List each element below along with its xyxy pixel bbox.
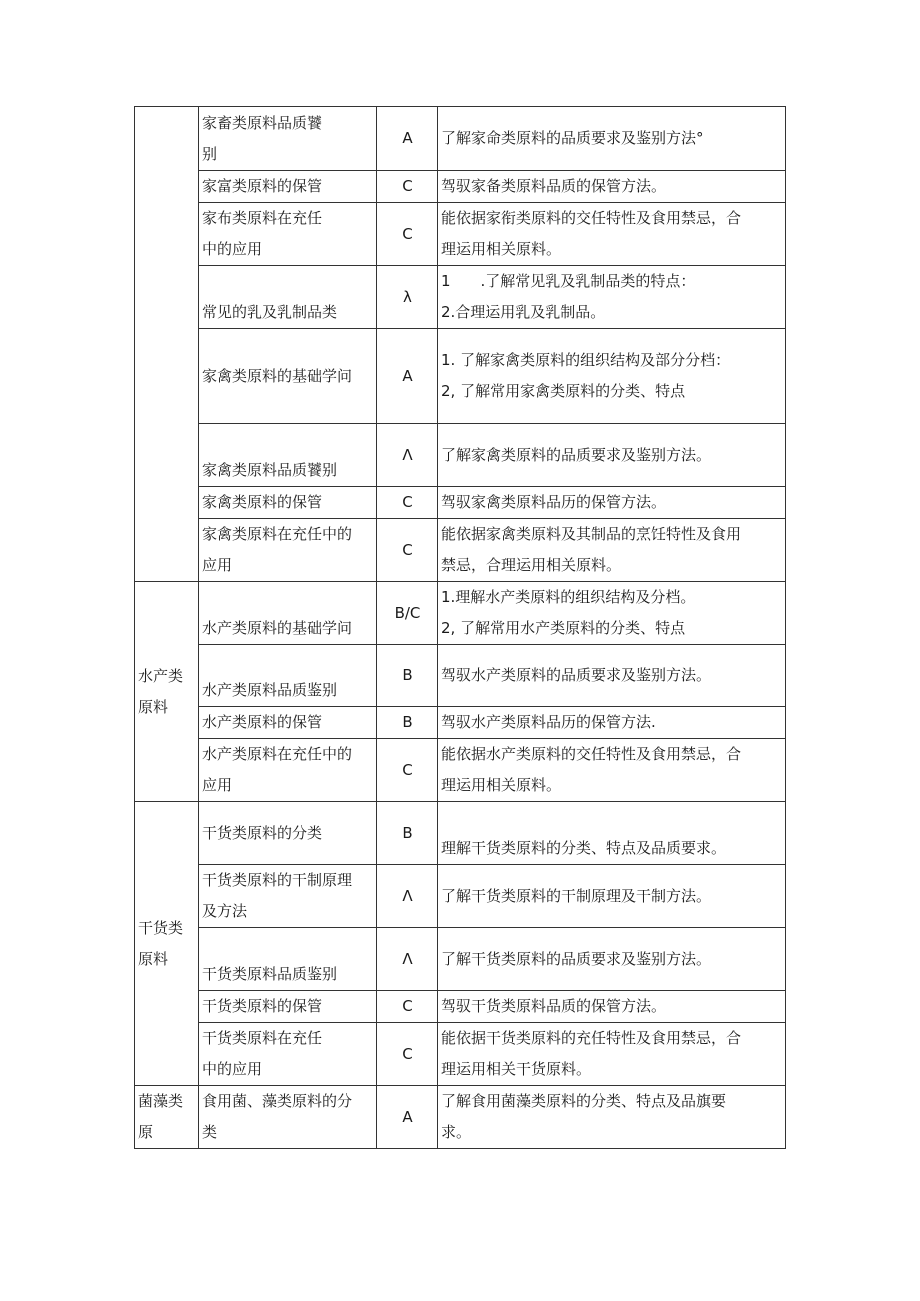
requirement-text: 2, 了解常用水产类原料的分类、特点 bbox=[441, 619, 686, 637]
topic-text: 家禽类原料的保管 bbox=[202, 493, 323, 511]
topic-text: 干货类原料在充任 bbox=[202, 1029, 323, 1047]
level-cell: C bbox=[377, 487, 438, 519]
requirement-text: 了解干货类原料的干制原理及干制方法。 bbox=[441, 886, 712, 905]
topic-cell bbox=[199, 107, 377, 171]
category-text: 原 bbox=[138, 1123, 154, 1141]
requirement-text: 1.理解水产类原料的组织结构及分档。 bbox=[441, 588, 696, 606]
topic-text: 别 bbox=[202, 144, 218, 163]
requirement-cell bbox=[438, 107, 786, 171]
topic-cell bbox=[199, 203, 377, 266]
topic-cell bbox=[199, 928, 377, 991]
requirement-cell bbox=[438, 519, 786, 582]
topic-text: 常见的乳及乳制品类 bbox=[202, 303, 338, 321]
topic-text: 干货类原料的分类 bbox=[202, 823, 323, 842]
requirement-cell bbox=[438, 329, 786, 424]
level-cell: C bbox=[377, 519, 438, 582]
requirement-text: 1 .了解常见乳及乳制品类的特点： bbox=[441, 272, 696, 290]
requirement-text: 理运用相关原料。 bbox=[441, 776, 562, 794]
level-cell: Λ bbox=[377, 424, 438, 487]
requirement-text: 能依据干货类原料的充任特性及食用禁忌，合 bbox=[441, 1029, 742, 1047]
requirement-text: 能依据家禽类原料及其制品的烹饪特性及食用 bbox=[441, 525, 742, 543]
topic-cell bbox=[199, 487, 377, 519]
requirement-text: 驾驭干货类原料品质的保管方法。 bbox=[441, 997, 667, 1015]
requirement-text: 理运用相关干货原料。 bbox=[441, 1060, 592, 1078]
topic-text: 类 bbox=[202, 1123, 218, 1141]
category-text: 干货类 bbox=[138, 918, 184, 937]
requirement-text: 理解干货类原料的分类、特点及品质要求。 bbox=[441, 839, 727, 857]
requirement-text: 了解食用菌藻类原料的分类、特点及品旗要 bbox=[441, 1092, 727, 1110]
level-cell: B/C bbox=[377, 582, 438, 645]
topic-cell bbox=[199, 645, 377, 707]
level-cell: C bbox=[377, 203, 438, 266]
table-row bbox=[135, 1086, 786, 1149]
topic-text: 干货类原料的干制原理 bbox=[202, 871, 353, 889]
topic-text: 水产类原料的保管 bbox=[202, 713, 323, 731]
category-cell bbox=[135, 802, 199, 1086]
table-row bbox=[135, 707, 786, 739]
category-text: 菌藻类 bbox=[138, 1092, 184, 1110]
table-row bbox=[135, 802, 786, 865]
topic-cell bbox=[199, 739, 377, 802]
topic-cell bbox=[199, 802, 377, 865]
level-cell: A bbox=[377, 107, 438, 171]
requirement-text: 理运用相关原料。 bbox=[441, 240, 562, 258]
topic-text: 家禽类原料品质饕别 bbox=[202, 461, 338, 479]
requirement-text: 求。 bbox=[441, 1123, 472, 1141]
topic-text: 应用 bbox=[202, 556, 233, 574]
topic-text: 干货类原料品质鉴别 bbox=[202, 965, 338, 983]
category-text: 原料 bbox=[138, 949, 169, 968]
table-row bbox=[135, 266, 786, 329]
topic-cell bbox=[199, 1023, 377, 1086]
table-row bbox=[135, 424, 786, 487]
topic-cell bbox=[199, 865, 377, 928]
level-cell: C bbox=[377, 1023, 438, 1086]
requirement-cell bbox=[438, 171, 786, 203]
requirement-text: 了解干货类原料的品质要求及鉴别方法。 bbox=[441, 949, 712, 968]
topic-text: 水产类原料品质鉴别 bbox=[202, 681, 338, 699]
requirement-text: 能依据水产类原料的交任特性及食用禁忌，合 bbox=[441, 745, 742, 763]
topic-cell bbox=[199, 329, 377, 424]
requirement-text: 了解家命类原料的品质要求及鉴别方法° bbox=[441, 129, 704, 147]
topic-text: 家禽类原料在充任中的 bbox=[202, 525, 353, 543]
table-row bbox=[135, 203, 786, 266]
topic-text: 中的应用 bbox=[202, 240, 263, 258]
topic-text: 家禽类原料的基础学问 bbox=[202, 366, 353, 385]
requirement-cell bbox=[438, 707, 786, 739]
requirement-cell bbox=[438, 928, 786, 991]
table-row bbox=[135, 865, 786, 928]
topic-text: 中的应用 bbox=[202, 1060, 263, 1078]
level-cell: Λ bbox=[377, 928, 438, 991]
requirement-cell bbox=[438, 1086, 786, 1149]
requirement-cell bbox=[438, 645, 786, 707]
requirement-text: 2, 了解常用家禽类原料的分类、特点 bbox=[441, 382, 686, 400]
level-cell: λ bbox=[377, 266, 438, 329]
requirement-cell bbox=[438, 424, 786, 487]
syllabus-table bbox=[134, 106, 786, 1149]
table-row bbox=[135, 487, 786, 519]
requirement-cell bbox=[438, 487, 786, 519]
topic-cell bbox=[199, 707, 377, 739]
table-row bbox=[135, 991, 786, 1023]
requirement-cell bbox=[438, 582, 786, 645]
topic-text: 及方法 bbox=[202, 902, 248, 920]
topic-cell bbox=[199, 519, 377, 582]
category-text: 原料 bbox=[138, 697, 169, 716]
level-cell: A bbox=[377, 1086, 438, 1149]
requirement-text: 1. 了解家禽类原料的组织结构及部分分档： bbox=[441, 351, 731, 369]
requirement-cell bbox=[438, 802, 786, 865]
requirement-text: 驾驭家备类原料品质的保管方法。 bbox=[441, 177, 667, 195]
table-row bbox=[135, 739, 786, 802]
category-cell bbox=[135, 1086, 199, 1149]
table-row bbox=[135, 928, 786, 991]
table-row bbox=[135, 1023, 786, 1086]
topic-cell bbox=[199, 991, 377, 1023]
topic-text: 水产类原料在充任中的 bbox=[202, 745, 353, 763]
table-row bbox=[135, 645, 786, 707]
topic-cell bbox=[199, 1086, 377, 1149]
requirement-cell bbox=[438, 865, 786, 928]
level-cell: A bbox=[377, 329, 438, 424]
level-cell: B bbox=[377, 707, 438, 739]
category-cell bbox=[135, 582, 199, 802]
level-cell: C bbox=[377, 171, 438, 203]
requirement-cell bbox=[438, 266, 786, 329]
requirement-cell bbox=[438, 203, 786, 266]
requirement-text: 了解家禽类原料的品质要求及鉴别方法。 bbox=[441, 445, 712, 464]
topic-text: 食用菌、藻类原料的分 bbox=[202, 1092, 353, 1110]
table-row bbox=[135, 329, 786, 424]
category-text: 水产类 bbox=[138, 666, 184, 685]
requirement-cell bbox=[438, 739, 786, 802]
requirement-cell bbox=[438, 1023, 786, 1086]
table-row bbox=[135, 519, 786, 582]
topic-cell bbox=[199, 171, 377, 203]
topic-cell bbox=[199, 424, 377, 487]
topic-text: 应用 bbox=[202, 776, 233, 794]
topic-cell bbox=[199, 266, 377, 329]
level-cell: B bbox=[377, 645, 438, 707]
topic-text: 家布类原料在充任 bbox=[202, 209, 323, 227]
topic-cell bbox=[199, 582, 377, 645]
table-row bbox=[135, 171, 786, 203]
topic-text: 家富类原料的保管 bbox=[202, 177, 323, 195]
level-cell: C bbox=[377, 739, 438, 802]
requirement-text: 能依据家衔类原料的交任特性及食用禁忌，合 bbox=[441, 209, 742, 227]
level-cell: B bbox=[377, 802, 438, 865]
requirement-text: 2.合理运用乳及乳制品。 bbox=[441, 303, 606, 321]
requirement-cell bbox=[438, 991, 786, 1023]
requirement-text: 驾驭家禽类原料品历的保管方法。 bbox=[441, 493, 667, 511]
category-cell bbox=[135, 107, 199, 582]
table-row bbox=[135, 107, 786, 171]
table-row bbox=[135, 582, 786, 645]
requirement-text: 禁忌，合理运用相关原料。 bbox=[441, 556, 622, 574]
topic-text: 家畜类原料品质饕 bbox=[202, 113, 323, 132]
topic-text: 水产类原料的基础学问 bbox=[202, 619, 353, 637]
level-cell: C bbox=[377, 991, 438, 1023]
level-cell: Λ bbox=[377, 865, 438, 928]
topic-text: 干货类原料的保管 bbox=[202, 997, 323, 1015]
requirement-text: 驾驭水产类原料品历的保管方法. bbox=[441, 713, 656, 731]
requirement-text: 驾驭水产类原料的品质要求及鉴别方法。 bbox=[441, 666, 712, 684]
